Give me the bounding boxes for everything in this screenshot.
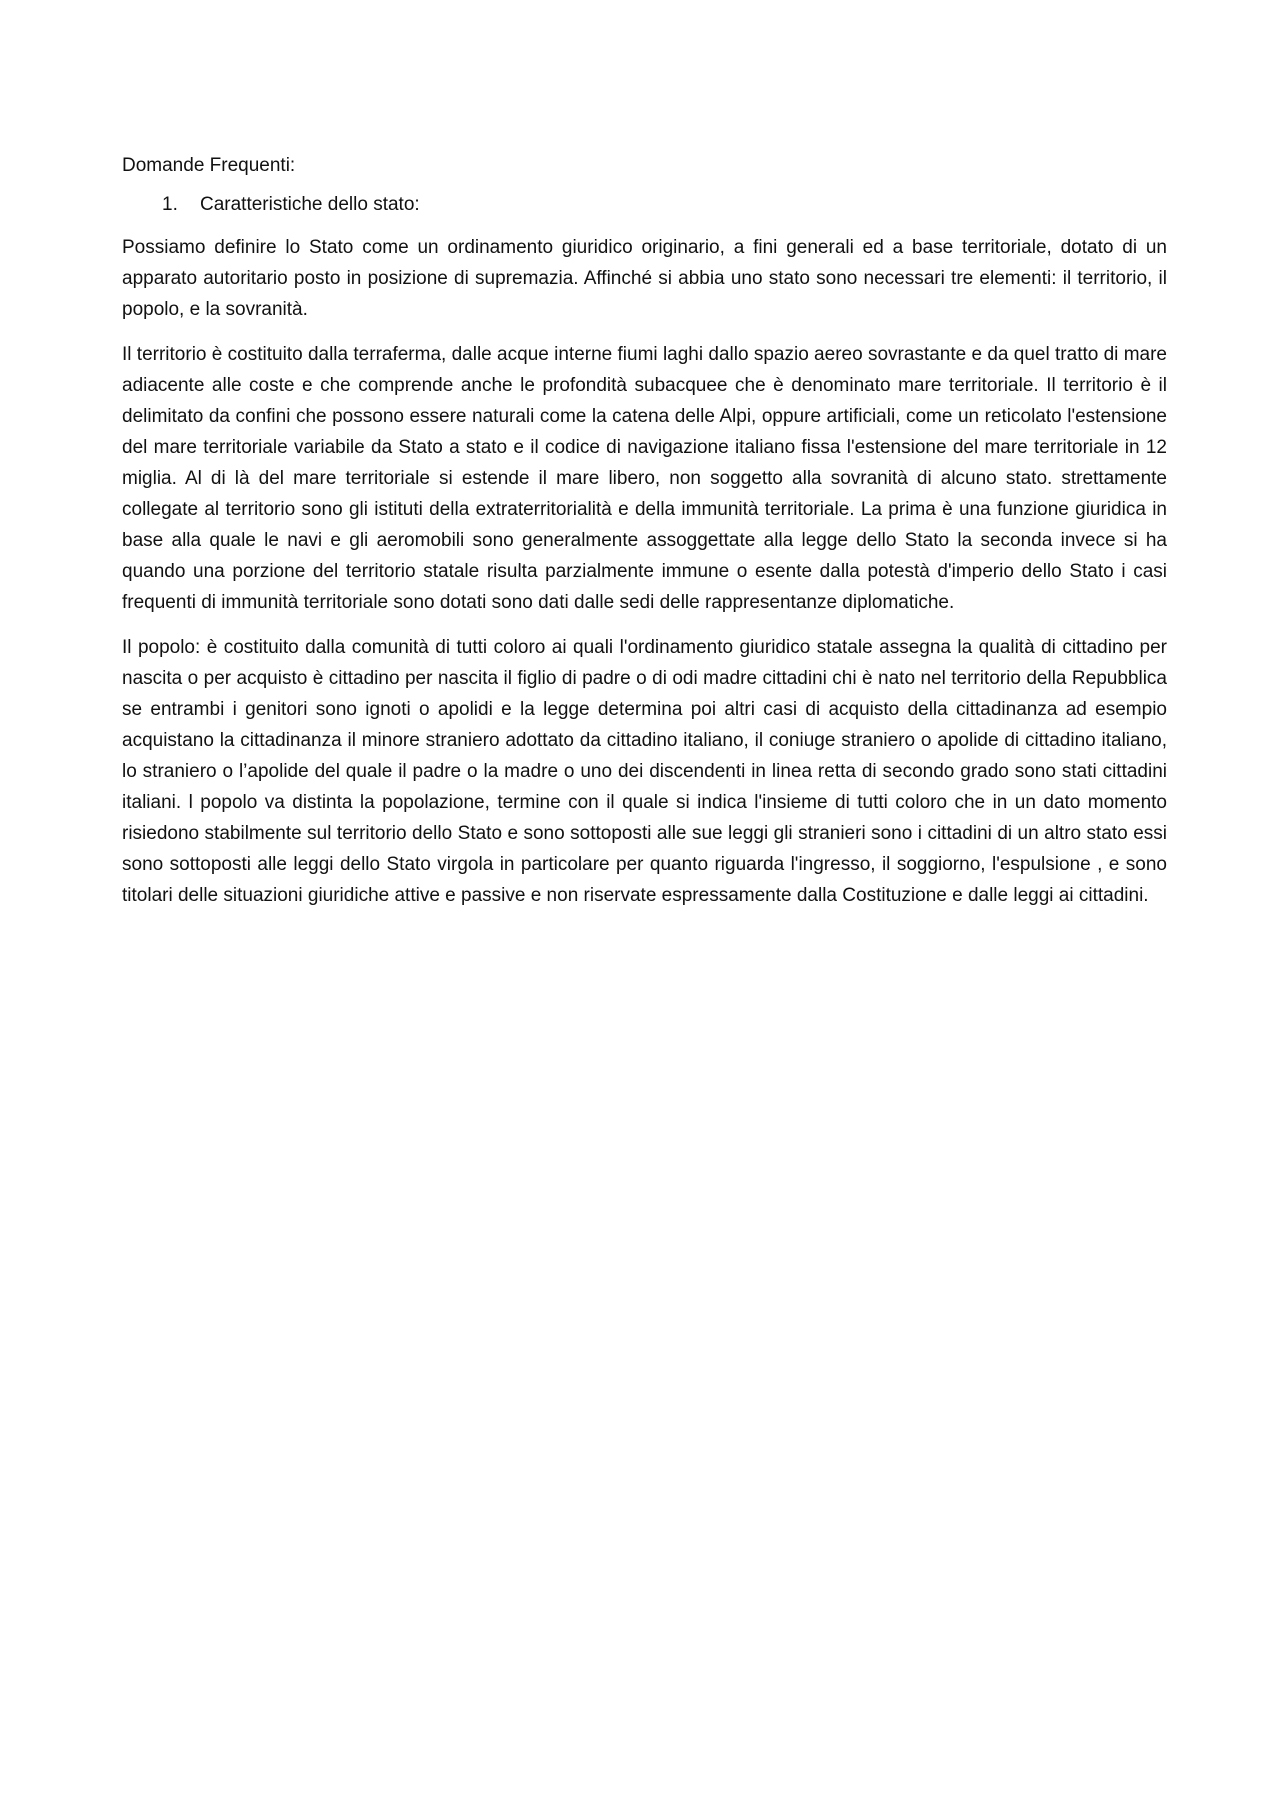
paragraph-people: Il popolo: è costituito dalla comunità di tutti coloro ai quali l'ordinamento giuridico statale assegna la qualità di cittadino per nascita o per acquisto è cittadino per nascita il figlio di padre o di odi madre cittadini chi è nato nel territorio della Repubblica se entrambi i genitori sono ignoti o apolidi e la legge determina poi altri casi di acquisto della cittadinanza ad esempio acquistano la cittadinanza il minore straniero adottato da cittadino italiano, il coniuge straniero o apolide di cittadino italiano, lo straniero o l’apolide del quale il padre o la madre o uno dei discendenti in linea retta di secondo grado sono stati cittadini italiani. l popolo va distinta la popolazione, termine con il quale si indica l'insieme di tutti coloro che in un dato momento risiedono stabilmente sul territorio dello Stato e sono sottoposti alle sue leggi gli stranieri sono i cittadini di un altro stato essi sono sottoposti alle leggi dello Stato virgola in particolare per quanto riguarda l'ingresso, il soggiorno, l'espulsione , e sono titolari delle situazioni giuridiche attive e passive e non riservate espressamente dalla Costituzione e dalle leggi ai cittadini. [122, 637, 1167, 906]
numbered-list [122, 189, 1167, 220]
document-heading: Domande Frequenti: [122, 155, 296, 176]
list-item [122, 189, 1167, 220]
document-content [122, 150, 1167, 925]
list-item-number: 1. [162, 194, 178, 215]
paragraph-territory: Il territorio è costituito dalla terraferma, dalle acque interne fiumi laghi dallo spazio aereo sovrastante e da quel tratto di mare adiacente alle coste e che comprende anche le profondità subacquee che è denominato mare territoriale. Il territorio è il delimitato da confini che possono essere naturali come la catena delle Alpi, oppure artificiali, come un reticolato l'estensione del mare territoriale variabile da Stato a stato e il codice di navigazione italiano fissa l'estensione del mare territoriale in 12 miglia. Al di là del mare territoriale si estende il mare libero, non soggetto alla sovranità di alcuno stato. strettamente collegate al territorio sono gli istituti della extraterritorialità e della immunità territoriale. La prima è una funzione giuridica in base alla quale le navi e gli aeromobili sono generalmente assoggettate alla legge dello Stato la seconda invece si ha quando una porzione del territorio statale risulta parzialmente immune o esente dalla potestà d'imperio dello Stato i casi frequenti di immunità territoriale sono dotati sono dati dalle sedi delle rappresentanze diplomatiche. [122, 344, 1167, 613]
paragraph-state-definition: Possiamo definire lo Stato come un ordinamento giuridico originario, a fini generali ed a base territoriale, dotato di un apparato autoritario posto in posizione di supremazia. Affinché si abbia uno stato sono necessari tre elementi: il territorio, il popolo, e la sovranità. [122, 237, 1167, 320]
list-item-text: Caratteristiche dello stato: [200, 194, 420, 215]
